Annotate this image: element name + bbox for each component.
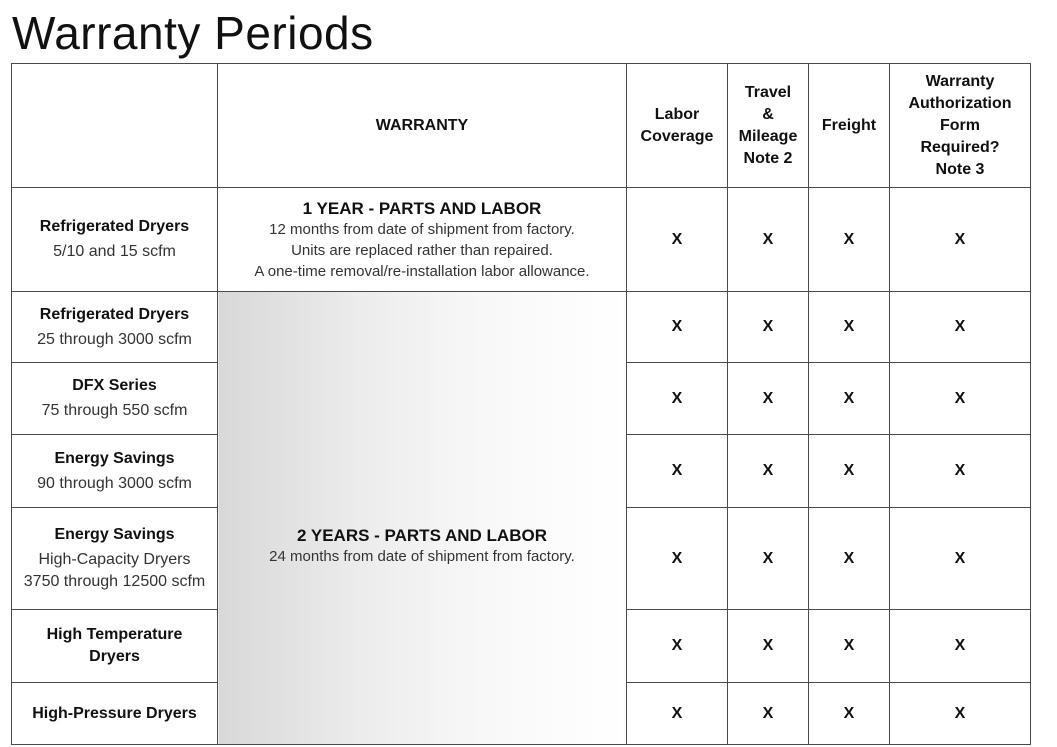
row-label <box>12 435 218 508</box>
freight-mark: X <box>809 188 890 292</box>
header-auth-line: Form <box>940 116 980 134</box>
row-name: High Temperature Dryers <box>46 626 183 665</box>
warranty-2-line: 24 months from date of shipment from factory. <box>269 548 575 565</box>
header-travel-line: & <box>762 105 774 123</box>
labor-mark: X <box>627 508 728 610</box>
travel-mark: X <box>728 610 809 683</box>
row-label <box>12 188 218 292</box>
freight-mark: X <box>809 610 890 683</box>
warranty-1-line: Units are replaced rather than repaired. <box>291 241 553 259</box>
travel-mark: X <box>728 683 809 745</box>
header-travel <box>728 64 809 188</box>
row-name: Energy Savings <box>54 449 175 467</box>
table-header-row <box>12 64 1031 188</box>
header-labor-line: Labor <box>654 105 700 123</box>
row-name: Energy Savings <box>54 526 175 543</box>
auth-mark: X <box>890 188 1031 292</box>
header-warranty: WARRANTY <box>218 64 627 188</box>
labor-mark: X <box>627 683 728 745</box>
header-auth-line: Note 3 <box>935 160 985 178</box>
travel-mark: X <box>728 188 809 292</box>
auth-mark: X <box>890 508 1031 610</box>
table-row <box>12 188 1031 292</box>
row-label <box>12 508 218 610</box>
row-name: Refrigerated Dryers <box>39 218 190 235</box>
warranty-1-line: 12 months from date of shipment from factory. <box>269 220 575 238</box>
auth-mark: X <box>890 610 1031 683</box>
header-auth-line: Required? <box>920 138 1000 156</box>
travel-mark: X <box>728 363 809 435</box>
freight-mark: X <box>809 292 890 363</box>
header-labor-line: Coverage <box>640 127 714 145</box>
travel-mark: X <box>728 292 809 363</box>
travel-mark: X <box>728 508 809 610</box>
auth-mark: X <box>890 292 1031 363</box>
header-auth-line: Authorization <box>908 94 1012 112</box>
row-label <box>12 610 218 683</box>
warranty-2-year-cell <box>218 292 627 745</box>
freight-mark: X <box>809 435 890 508</box>
warranty-1-heading: 1 YEAR - PARTS AND LABOR <box>302 198 542 218</box>
row-name: High-Pressure Dryers <box>32 704 197 722</box>
row-label <box>12 363 218 435</box>
freight-mark: X <box>809 508 890 610</box>
warranty-1-line: A one-time removal/re-installation labor allowance. <box>254 262 590 280</box>
header-labor <box>627 64 728 188</box>
row-sub: 5/10 and 15 scfm <box>53 243 176 260</box>
header-blank <box>12 64 218 188</box>
labor-mark: X <box>627 363 728 435</box>
page-title: Warranty Periods <box>12 7 374 59</box>
row-sub: 90 through 3000 scfm <box>37 474 192 492</box>
auth-mark: X <box>890 435 1031 508</box>
labor-mark: X <box>627 292 728 363</box>
labor-mark: X <box>627 435 728 508</box>
header-auth-line: Warranty <box>925 72 995 90</box>
freight-mark: X <box>809 683 890 745</box>
labor-mark: X <box>627 188 728 292</box>
row-name: DFX Series <box>72 377 157 394</box>
row-sub: 25 through 3000 scfm <box>37 330 192 348</box>
header-travel-line: Note 2 <box>743 149 793 167</box>
header-travel-line: Travel <box>744 83 792 101</box>
warranty-2-heading: 2 YEARS - PARTS AND LABOR <box>297 526 547 545</box>
header-freight: Freight <box>809 64 890 188</box>
auth-mark: X <box>890 683 1031 745</box>
table-row <box>12 292 1031 363</box>
labor-mark: X <box>627 610 728 683</box>
header-travel-line: Mileage <box>738 127 798 145</box>
travel-mark: X <box>728 435 809 508</box>
header-authorization <box>890 64 1031 188</box>
freight-mark: X <box>809 363 890 435</box>
row-sub: High-Capacity Dryers <box>38 551 191 568</box>
row-label <box>12 683 218 745</box>
row-label <box>12 292 218 363</box>
warranty-1-year-cell <box>218 188 627 292</box>
row-sub: 75 through 550 scfm <box>41 402 188 419</box>
row-name: Refrigerated Dryers <box>39 305 190 323</box>
row-sub: 3750 through 12500 scfm <box>23 573 206 590</box>
warranty-table <box>11 63 1031 745</box>
auth-mark: X <box>890 363 1031 435</box>
